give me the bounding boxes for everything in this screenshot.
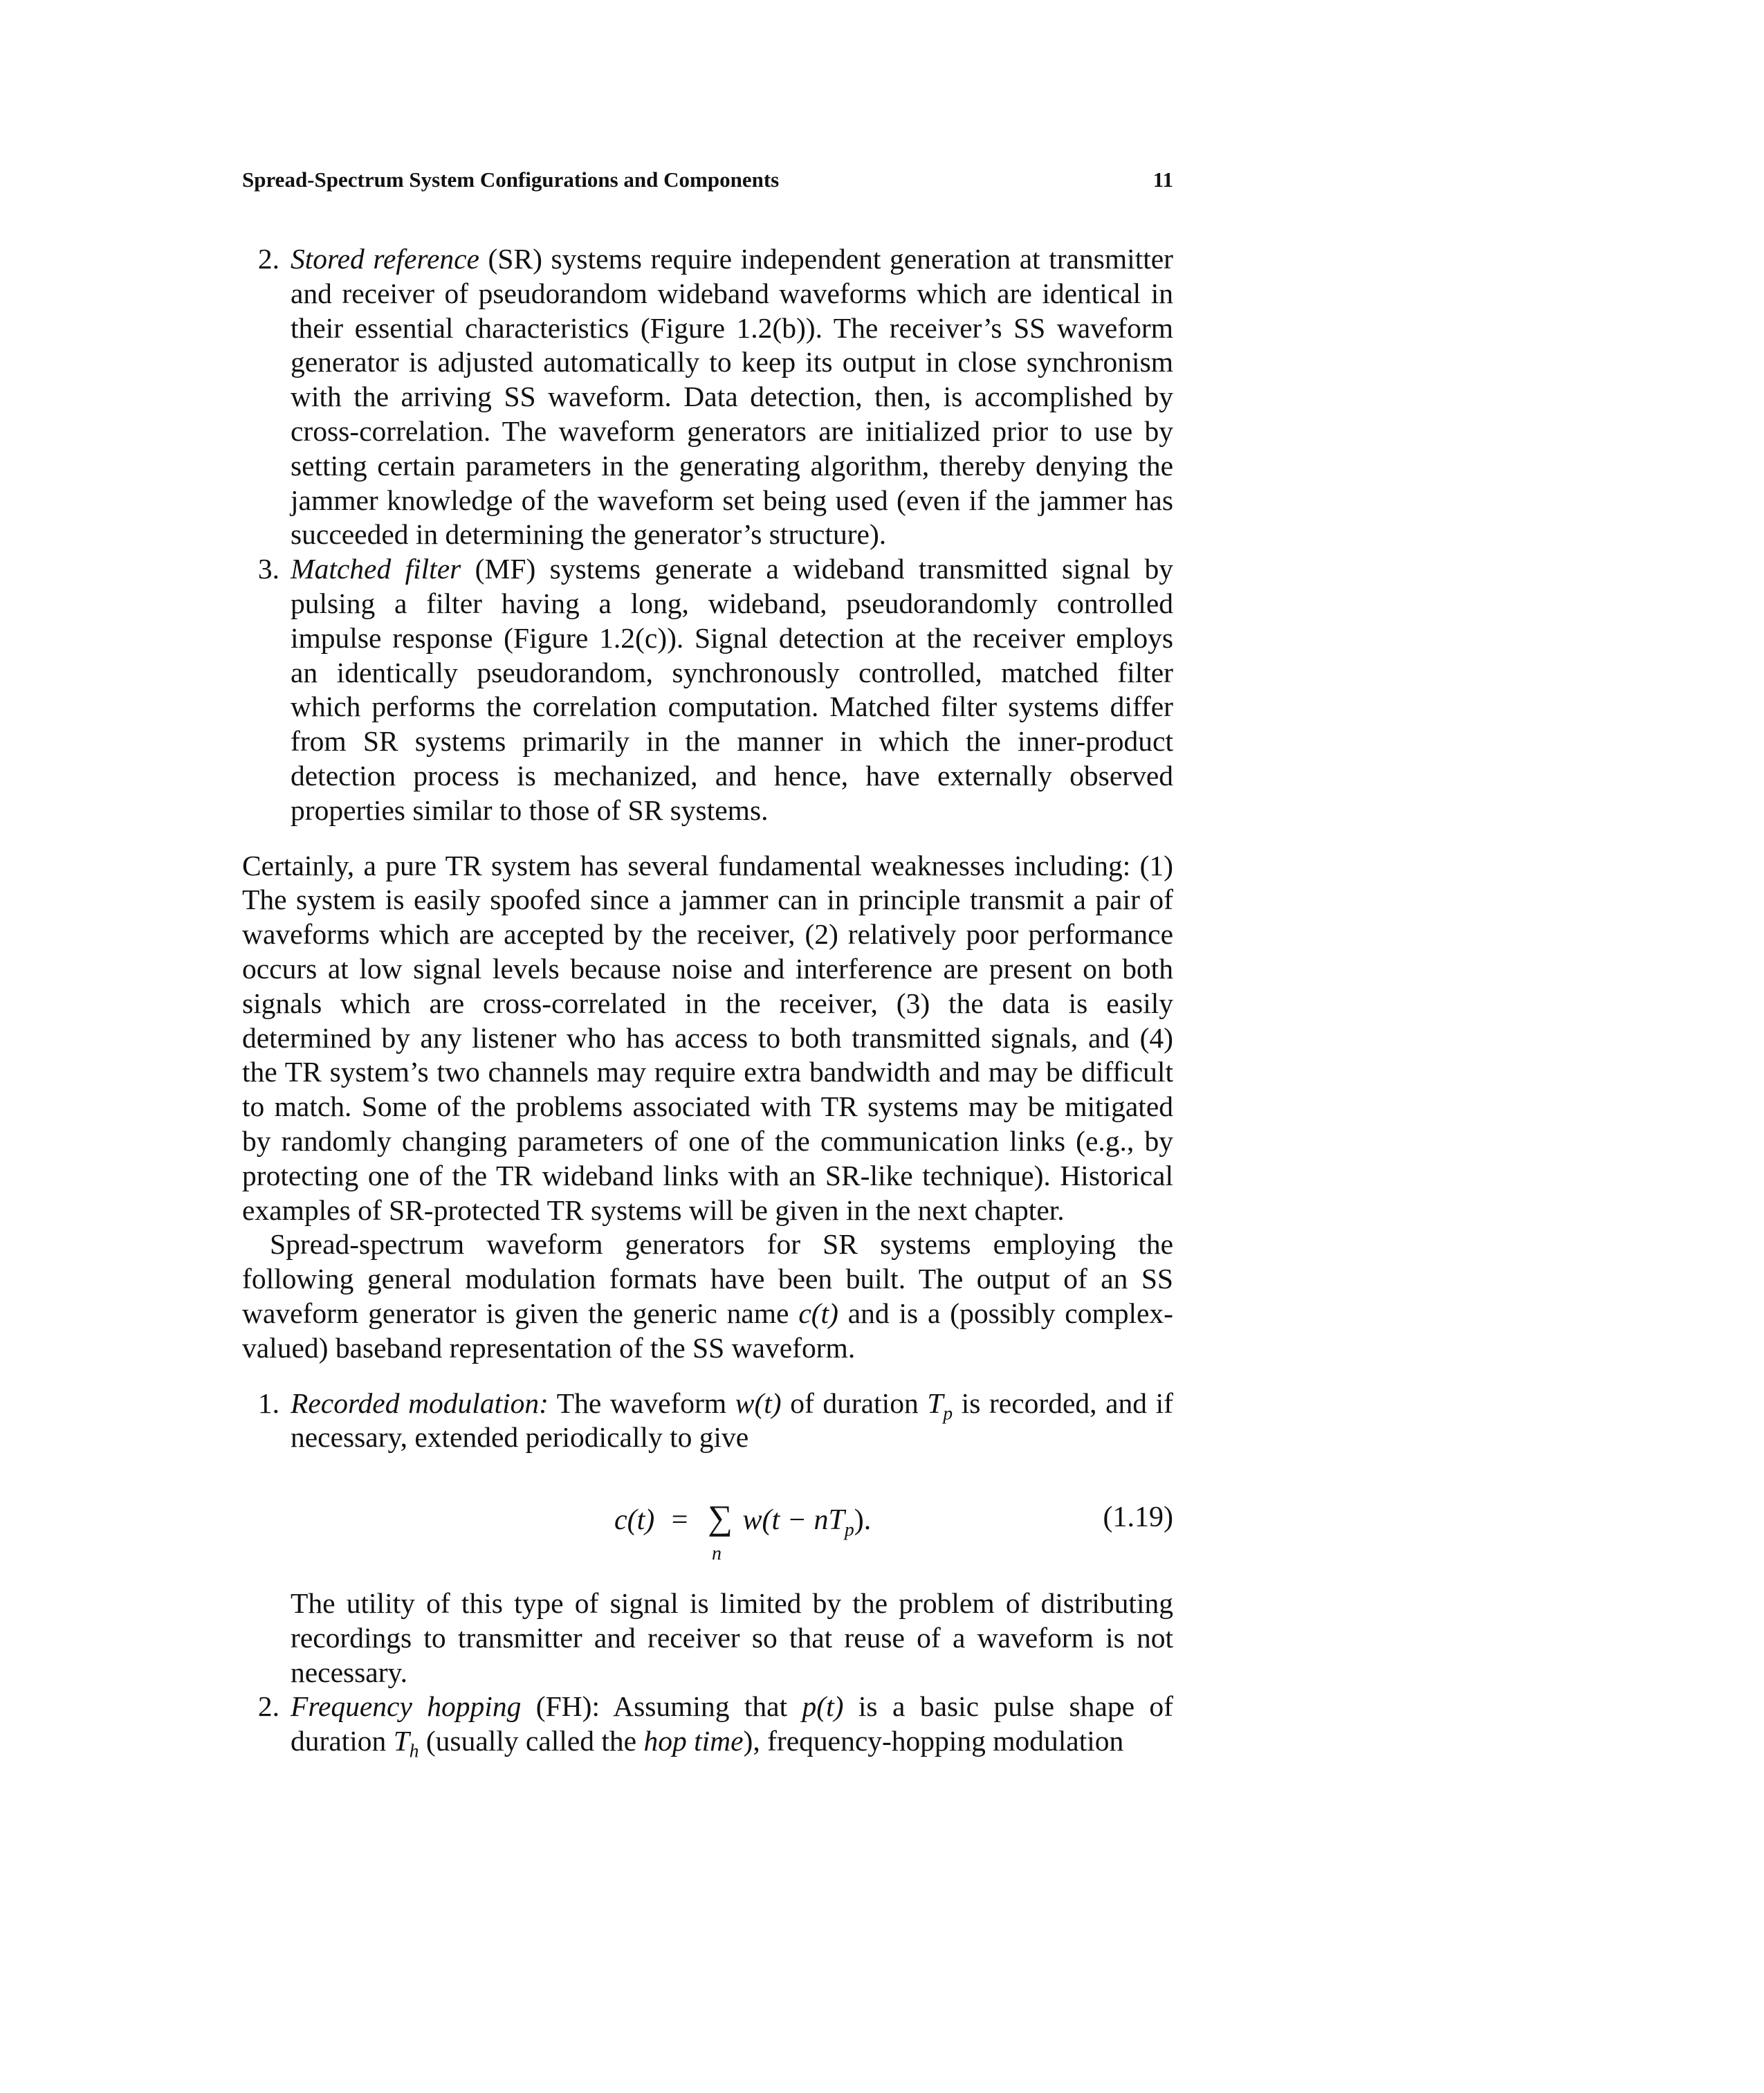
- term: Frequency hopping: [291, 1690, 522, 1723]
- paragraph: Certainly, a pure TR system has several fundamental weaknesses including: (1) The system is easily spoofed since a jammer can in principle transmit a pair of waveforms which are accepted by the receiver, (2) relatively poor performance occurs at low signal levels because noise and interference are present on both signals which are cross-correlated in the receiver, (3) the data is easily determined by any listener who has access to both transmitted signals, and (4) the TR system’s two channels may require extra bandwidth and may be difficult to match. Some of the problems associated with TR systems may be mitigated by randomly changing parameters of one of the communication links (e.g., by protecting one of the TR wideband links with an SR-like technique). Historical examples of SR-protected TR systems will be given in the next chapter.: [242, 849, 1173, 1226]
- list-text: Recorded modulation: The waveform w(t) of duration $T_p$ is recorded, and if necessary, extended periodically to give c(t) = ∑ n $w(t - nT_p)$. (1.19) The utility of this type of signal is limited by the problem of distributing recordings to transmitter and receiver so that reuse of a waveform is not necessary.: [291, 1387, 1173, 1690]
- equation-number: (1.19): [1103, 1501, 1173, 1534]
- term: Recorded modulation:: [291, 1387, 549, 1419]
- sum-index: n: [711, 1543, 722, 1565]
- list-text: Matched filter (MF) systems generate a wideband transmitted signal by pulsing a filter having a long, wideband, pseudorandomly controlled impulse response (Figure 1.2(c)). Signal detection at the receiver employs an identically pseudorandom, synchronously controlled, matched filter which performs the correlation computation. Matched filter systems differ from SR systems primarily in the manner in which the inner-product detection process is mechanized, and hence, have externally observed properties similar to those of SR systems.: [291, 553, 1173, 826]
- equation-1-19: [291, 1476, 1173, 1566]
- list-item: [242, 242, 1173, 552]
- list-item: [242, 1387, 1173, 1690]
- term: Matched filter: [291, 553, 461, 585]
- equation-followup: The utility of this type of signal is limited by the problem of distributing recordings to transmitter and receiver so that reuse of a waveform is not necessary.: [291, 1587, 1173, 1688]
- summation-sign: ∑ n: [705, 1501, 735, 1535]
- modulation-list: [242, 1387, 1173, 1760]
- list-text: Frequency hopping (FH): Assuming that p(t) is a basic pulse shape of duration $T_h$ (usually called the hop time), frequency-hopping modulation: [291, 1690, 1174, 1762]
- equation-body: c(t) = ∑ n $w(t - nT_p)$.: [614, 1501, 871, 1538]
- list-number: 2.: [257, 243, 279, 275]
- list-number: 3.: [257, 553, 279, 585]
- list-text: Stored reference (SR) systems require independent generation at transmitter and receiver of pseudorandom wideband waveforms which are identical in their essential characteristics (Figure 1.2(b)). The receiver’s SS waveform generator is adjusted automatically to keep its output in close synchronism with the arriving SS waveform. Data detection, then, is accomplished by cross-correlation. The waveform generators are initialized prior to use by setting certain parameters in the generating algorithm, thereby denying the jammer knowledge of the waveform set being used (even if the jammer has succeeded in determining the generator’s structure).: [291, 243, 1173, 551]
- page-number: 11: [1152, 167, 1173, 192]
- list-item: [242, 552, 1173, 828]
- list-number: 2.: [257, 1690, 279, 1723]
- running-header: [242, 166, 1173, 194]
- list-number: 1.: [257, 1387, 279, 1419]
- list-item: [242, 1690, 1174, 1762]
- page: [242, 166, 1174, 1762]
- running-title: Spread-Spectrum System Configurations and Components: [242, 167, 780, 192]
- term: Stored reference: [291, 243, 479, 275]
- symbol: c(t): [798, 1297, 838, 1329]
- system-list: [242, 242, 1173, 828]
- paragraph: Spread-spectrum waveform generators for SR systems employing the following general modulation formats have been built. The output of an SS waveform generator is given the generic name c(t) and is a (possibly complex-valued) baseband representation of the SS waveform.: [242, 1228, 1173, 1364]
